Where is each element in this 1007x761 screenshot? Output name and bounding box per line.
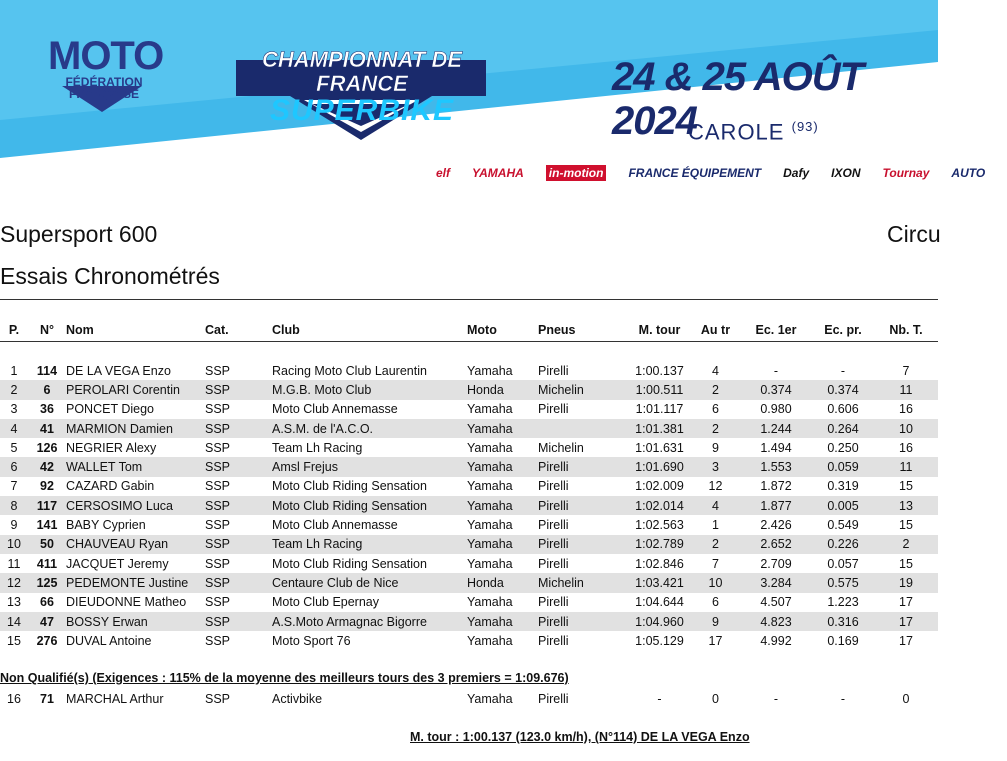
table-cell: NEGRIER Alexy — [66, 440, 157, 455]
table-cell: SSP — [205, 457, 272, 476]
table-cell: 0.169 — [827, 633, 859, 648]
table-row — [0, 419, 938, 438]
sponsor-logo: FRANCE ÉQUIPEMENT — [628, 166, 762, 180]
table-cell: Pirelli — [538, 402, 569, 417]
table-cell: 19 — [874, 573, 938, 592]
table-cell: 8 — [0, 496, 28, 515]
column-header: M. tour — [628, 319, 691, 342]
table-cell: SSP — [205, 691, 231, 706]
place-name: CAROLE — [688, 119, 785, 145]
event-place — [688, 114, 819, 145]
table-cell: 1:02.846 — [635, 556, 684, 571]
table-cell: Yamaha — [467, 440, 513, 455]
table-cell: 15 — [7, 633, 21, 648]
table-cell: WALLET Tom — [66, 457, 205, 476]
table-cell: CERSOSIMO Luca — [66, 496, 205, 515]
table-row — [0, 612, 938, 631]
table-cell: CHAUVEAU Ryan — [66, 535, 205, 554]
table-cell: SSP — [205, 573, 272, 592]
table-row — [0, 573, 938, 592]
table-cell: 1:04.644 — [635, 595, 684, 610]
sponsor-logo: elf — [436, 166, 451, 180]
sponsor-logo: AUTO — [951, 166, 986, 180]
table-cell: Moto Club Riding Sensation — [272, 479, 427, 494]
non-qualified-heading: Non Qualifié(s) (Exigences : 115% de la moyenne des meilleurs tours des 3 premiers = 1:09.676) — [0, 671, 569, 685]
table-cell: PEROLARI Corentin — [66, 380, 205, 399]
table-cell: Racing Moto Club Laurentin — [272, 363, 427, 378]
table-cell: Pirelli — [538, 612, 628, 631]
sponsor-logo: Dafy — [783, 166, 810, 180]
table-cell: 6 — [712, 595, 719, 610]
table-cell: 2 — [691, 380, 740, 399]
table-cell: 13 — [874, 496, 938, 515]
table-cell: SSP — [205, 402, 231, 417]
table-cell: 16 — [899, 402, 913, 417]
table-cell: SSP — [205, 535, 272, 554]
table-cell: 15 — [899, 518, 913, 533]
table-cell — [538, 419, 628, 438]
table-cell: 2 — [0, 380, 28, 399]
table-body — [0, 342, 938, 651]
circuit-title: Circu — [887, 221, 941, 247]
table-cell: 1:02.014 — [628, 496, 691, 515]
table-cell: SSP — [205, 363, 231, 378]
table-cell: 0.374 — [740, 380, 812, 399]
column-header: Ec. 1er — [740, 319, 812, 342]
table-row — [0, 380, 938, 399]
table-cell: Yamaha — [467, 633, 513, 648]
table-cell: Yamaha — [467, 479, 513, 494]
table-cell: 1.872 — [760, 479, 792, 494]
table-cell: Yamaha — [467, 457, 538, 476]
table-cell: 71 — [40, 691, 54, 706]
table-cell: 4.507 — [760, 595, 792, 610]
table-cell: CAZARD Gabin — [66, 479, 155, 494]
table-cell: 0.316 — [812, 612, 874, 631]
table-cell: 1:01.381 — [628, 419, 691, 438]
table-cell: SSP — [205, 612, 272, 631]
table-cell: JACQUET Jeremy — [66, 556, 169, 571]
table-row — [0, 477, 938, 496]
table-header — [0, 319, 938, 342]
table-cell: SSP — [205, 419, 272, 438]
table-cell: Centaure Club de Nice — [272, 573, 467, 592]
table-cell: 1:03.421 — [628, 573, 691, 592]
table-cell: Moto Club Riding Sensation — [272, 556, 427, 571]
logo-line-2: FÉDÉRATION — [65, 75, 143, 89]
results-table — [0, 319, 938, 650]
table-cell: Pirelli — [538, 633, 569, 648]
table-cell: 3 — [10, 402, 18, 417]
table-cell: Pirelli — [538, 595, 569, 610]
table-row — [0, 631, 938, 650]
table-cell: 4.823 — [740, 612, 812, 631]
championship-line-1: CHAMPIONNAT DE FRANCE — [261, 47, 463, 96]
table-cell: 9 — [712, 440, 719, 455]
table-cell: SSP — [205, 595, 231, 610]
table-cell: Team Lh Racing — [272, 440, 363, 455]
table-cell: Pirelli — [538, 518, 569, 533]
table-cell: Moto Club Riding Sensation — [272, 496, 467, 515]
table-cell: 276 — [36, 633, 58, 648]
table-cell: 1.244 — [740, 419, 812, 438]
table-cell: Yamaha — [467, 612, 538, 631]
table-cell: 36 — [40, 402, 54, 417]
table-row — [0, 400, 938, 419]
table-cell: 10 — [691, 573, 740, 592]
header-banner — [0, 0, 986, 210]
table-cell: 12 — [708, 479, 723, 494]
table-cell: 3.284 — [740, 573, 812, 592]
table-cell: Yamaha — [467, 595, 513, 610]
table-cell: Moto Club Epernay — [272, 595, 380, 610]
column-header: Ec. pr. — [812, 319, 874, 342]
table-cell: PEDEMONTE Justine — [66, 573, 205, 592]
table-cell: 114 — [36, 363, 58, 378]
table-cell: SSP — [205, 479, 231, 494]
table-cell: 15 — [899, 479, 913, 494]
table-cell: SSP — [205, 518, 231, 533]
table-cell: 1:00.511 — [628, 380, 691, 399]
table-cell: 7 — [712, 556, 719, 571]
table-cell: 15 — [899, 556, 913, 571]
logo-line-3: FRANÇAISE — [68, 87, 139, 101]
table-cell: 125 — [28, 573, 66, 592]
column-header: Au tr — [691, 319, 740, 342]
championship-line-2: SUPERBIKE — [269, 94, 455, 127]
table-cell: 9 — [691, 612, 740, 631]
table-cell: DUVAL Antoine — [66, 633, 152, 648]
table-row — [0, 438, 938, 457]
table-cell: 6 — [0, 457, 28, 476]
table-cell: 1:01.631 — [635, 440, 684, 455]
table-cell: 1:02.563 — [635, 518, 684, 533]
non-qualified-body — [0, 689, 938, 708]
table-cell: 66 — [40, 595, 54, 610]
table-cell: 0.549 — [827, 518, 859, 533]
table-cell: - — [773, 363, 779, 378]
table-cell: 0.057 — [827, 556, 859, 571]
column-header: Nom — [66, 319, 205, 342]
table-cell: Pirelli — [538, 479, 569, 494]
table-cell: SSP — [205, 496, 272, 515]
table-cell: SSP — [205, 556, 231, 571]
table-cell: MARCHAL Arthur — [66, 691, 164, 706]
table-cell: 13 — [7, 595, 21, 610]
table-cell: 16 — [7, 691, 21, 706]
place-department: (93) — [791, 119, 819, 134]
table-row — [0, 593, 938, 612]
table-row — [0, 689, 938, 708]
table-cell: Amsl Frejus — [272, 457, 467, 476]
table-cell: Pirelli — [538, 496, 628, 515]
table-row — [0, 361, 938, 380]
table-cell: 11 — [874, 380, 938, 399]
table-cell: Honda — [467, 573, 538, 592]
table-cell: BOSSY Erwan — [66, 612, 205, 631]
table-cell: 2 — [874, 535, 938, 554]
table-cell: Yamaha — [467, 419, 538, 438]
table-cell: Michelin — [538, 573, 628, 592]
category-title: Supersport 600 — [0, 221, 158, 247]
table-cell: 4 — [0, 419, 28, 438]
ffm-logo — [48, 34, 164, 101]
table-cell: Pirelli — [538, 363, 569, 378]
table-cell: 0.250 — [827, 440, 859, 455]
table-cell: 0.980 — [760, 402, 792, 417]
table-cell: 6 — [28, 380, 66, 399]
table-cell: 0 — [712, 691, 719, 706]
table-cell: 2.426 — [760, 518, 792, 533]
column-header: Cat. — [205, 319, 272, 342]
table-cell: 2.652 — [740, 535, 812, 554]
table-cell: 50 — [28, 535, 66, 554]
table-cell: 17 — [874, 612, 938, 631]
best-lap-summary: M. tour : 1:00.137 (123.0 km/h), (N°114) DE LA VEGA Enzo — [410, 730, 750, 744]
table-cell: 411 — [36, 556, 58, 571]
table-cell: Yamaha — [467, 496, 538, 515]
table-cell: 1:04.960 — [628, 612, 691, 631]
table-cell: 1:02.009 — [635, 479, 684, 494]
spacer-row — [0, 342, 938, 362]
table-cell: Yamaha — [467, 363, 513, 378]
table-cell: 14 — [0, 612, 28, 631]
table-cell: Michelin — [538, 440, 584, 455]
table-cell: Honda — [467, 380, 538, 399]
table-cell: SSP — [205, 440, 231, 455]
table-cell: 0 — [902, 691, 910, 706]
table-cell: 6 — [712, 402, 719, 417]
column-header: Pneus — [538, 319, 628, 342]
table-cell: 9 — [10, 518, 18, 533]
session-title: Essais Chronométrés — [0, 263, 220, 289]
table-cell: Yamaha — [467, 691, 513, 706]
table-cell: - — [840, 691, 846, 706]
table-cell: 17 — [899, 633, 913, 648]
table-cell: Team Lh Racing — [272, 535, 467, 554]
table-cell: 141 — [36, 518, 58, 533]
table-cell: Yamaha — [467, 402, 513, 417]
column-header: Moto — [467, 319, 538, 342]
table-cell: 2.709 — [760, 556, 792, 571]
table-cell: 1 — [712, 518, 719, 533]
table-cell: 7 — [902, 363, 910, 378]
table-cell: Yamaha — [467, 556, 513, 571]
table-cell: 1.553 — [740, 457, 812, 476]
table-cell: Moto Club Annemasse — [272, 402, 398, 417]
table-cell: 42 — [28, 457, 66, 476]
table-cell: 1.877 — [740, 496, 812, 515]
table-cell: 92 — [40, 479, 54, 494]
table-cell: 7 — [10, 479, 18, 494]
table-cell: Pirelli — [538, 691, 569, 706]
table-cell: 12 — [0, 573, 28, 592]
table-cell: DIEUDONNE Matheo — [66, 595, 187, 610]
logo-text: MOTO — [48, 34, 164, 78]
championship-logo — [238, 48, 486, 126]
table-cell: Michelin — [538, 380, 628, 399]
table-cell: MARMION Damien — [66, 419, 205, 438]
table-cell: - — [840, 363, 846, 378]
table-cell: 1:05.129 — [635, 633, 684, 648]
table-row — [0, 554, 938, 573]
table-cell: Pirelli — [538, 457, 628, 476]
table-cell: 4.992 — [760, 633, 792, 648]
non-qualified-table — [0, 689, 938, 708]
column-header: P. — [0, 319, 28, 342]
table-cell: 0.264 — [812, 419, 874, 438]
table-cell: SSP — [205, 380, 272, 399]
sponsor-logo: IXON — [831, 166, 861, 180]
table-cell: 11 — [874, 457, 938, 476]
table-cell: 0.575 — [812, 573, 874, 592]
table-cell: 117 — [28, 496, 66, 515]
table-cell: Pirelli — [538, 535, 628, 554]
table-cell: 10 — [0, 535, 28, 554]
table-cell: 1:01.690 — [628, 457, 691, 476]
table-cell: A.S.Moto Armagnac Bigorre — [272, 612, 467, 631]
table-cell: 11 — [7, 556, 21, 571]
event-date: 24 & 25 AOÛT 2024 — [612, 55, 864, 143]
table-cell: - — [657, 691, 662, 706]
table-cell: 0.319 — [827, 479, 859, 494]
table-cell: 2 — [691, 535, 740, 554]
table-row — [0, 457, 938, 476]
table-cell: 0.606 — [827, 402, 859, 417]
divider — [0, 299, 938, 300]
table-cell: 47 — [28, 612, 66, 631]
column-header: Club — [272, 319, 467, 342]
table-cell: 1 — [10, 363, 18, 378]
table-cell: 3 — [691, 457, 740, 476]
table-cell: 17 — [899, 595, 913, 610]
table-cell: Yamaha — [467, 518, 513, 533]
table-cell: 1:01.117 — [635, 402, 684, 417]
table-cell: 2 — [691, 419, 740, 438]
column-header: Nb. T. — [874, 319, 938, 342]
table-cell: PONCET Diego — [66, 402, 154, 417]
table-cell: 0.005 — [812, 496, 874, 515]
table-cell: 1:00.137 — [635, 363, 684, 378]
sponsor-logo: in-motion — [546, 165, 607, 181]
table-cell: 10 — [874, 419, 938, 438]
sponsor-logo: Tournay — [882, 166, 930, 180]
table-row — [0, 535, 938, 554]
table-cell: BABY Cyprien — [66, 518, 146, 533]
table-cell: 16 — [899, 440, 913, 455]
table-cell: Moto Club Annemasse — [272, 518, 398, 533]
table-cell: 1:02.789 — [628, 535, 691, 554]
table-cell: 4 — [691, 496, 740, 515]
table-cell: 41 — [28, 419, 66, 438]
table-cell: DE LA VEGA Enzo — [66, 363, 171, 378]
table-cell: Yamaha — [467, 535, 538, 554]
sponsor-strip — [436, 162, 1007, 184]
table-cell: 0.374 — [812, 380, 874, 399]
table-cell: 5 — [10, 440, 18, 455]
table-row — [0, 496, 938, 515]
sponsor-logo: YAMAHA — [472, 166, 524, 180]
table-cell: - — [773, 691, 779, 706]
table-cell: Moto Sport 76 — [272, 633, 351, 648]
table-cell: 126 — [36, 440, 58, 455]
table-cell: 0.059 — [812, 457, 874, 476]
table-cell: Activbike — [272, 691, 323, 706]
table-cell: 1.494 — [760, 440, 792, 455]
table-cell: 0.226 — [812, 535, 874, 554]
table-cell: A.S.M. de l'A.C.O. — [272, 419, 467, 438]
table-cell: 17 — [708, 633, 723, 648]
table-cell: Pirelli — [538, 556, 569, 571]
table-cell: 4 — [712, 363, 719, 378]
table-cell: SSP — [205, 633, 231, 648]
table-cell: 1.223 — [827, 595, 859, 610]
column-header: N° — [28, 319, 66, 342]
table-row — [0, 515, 938, 534]
table-cell: M.G.B. Moto Club — [272, 380, 467, 399]
